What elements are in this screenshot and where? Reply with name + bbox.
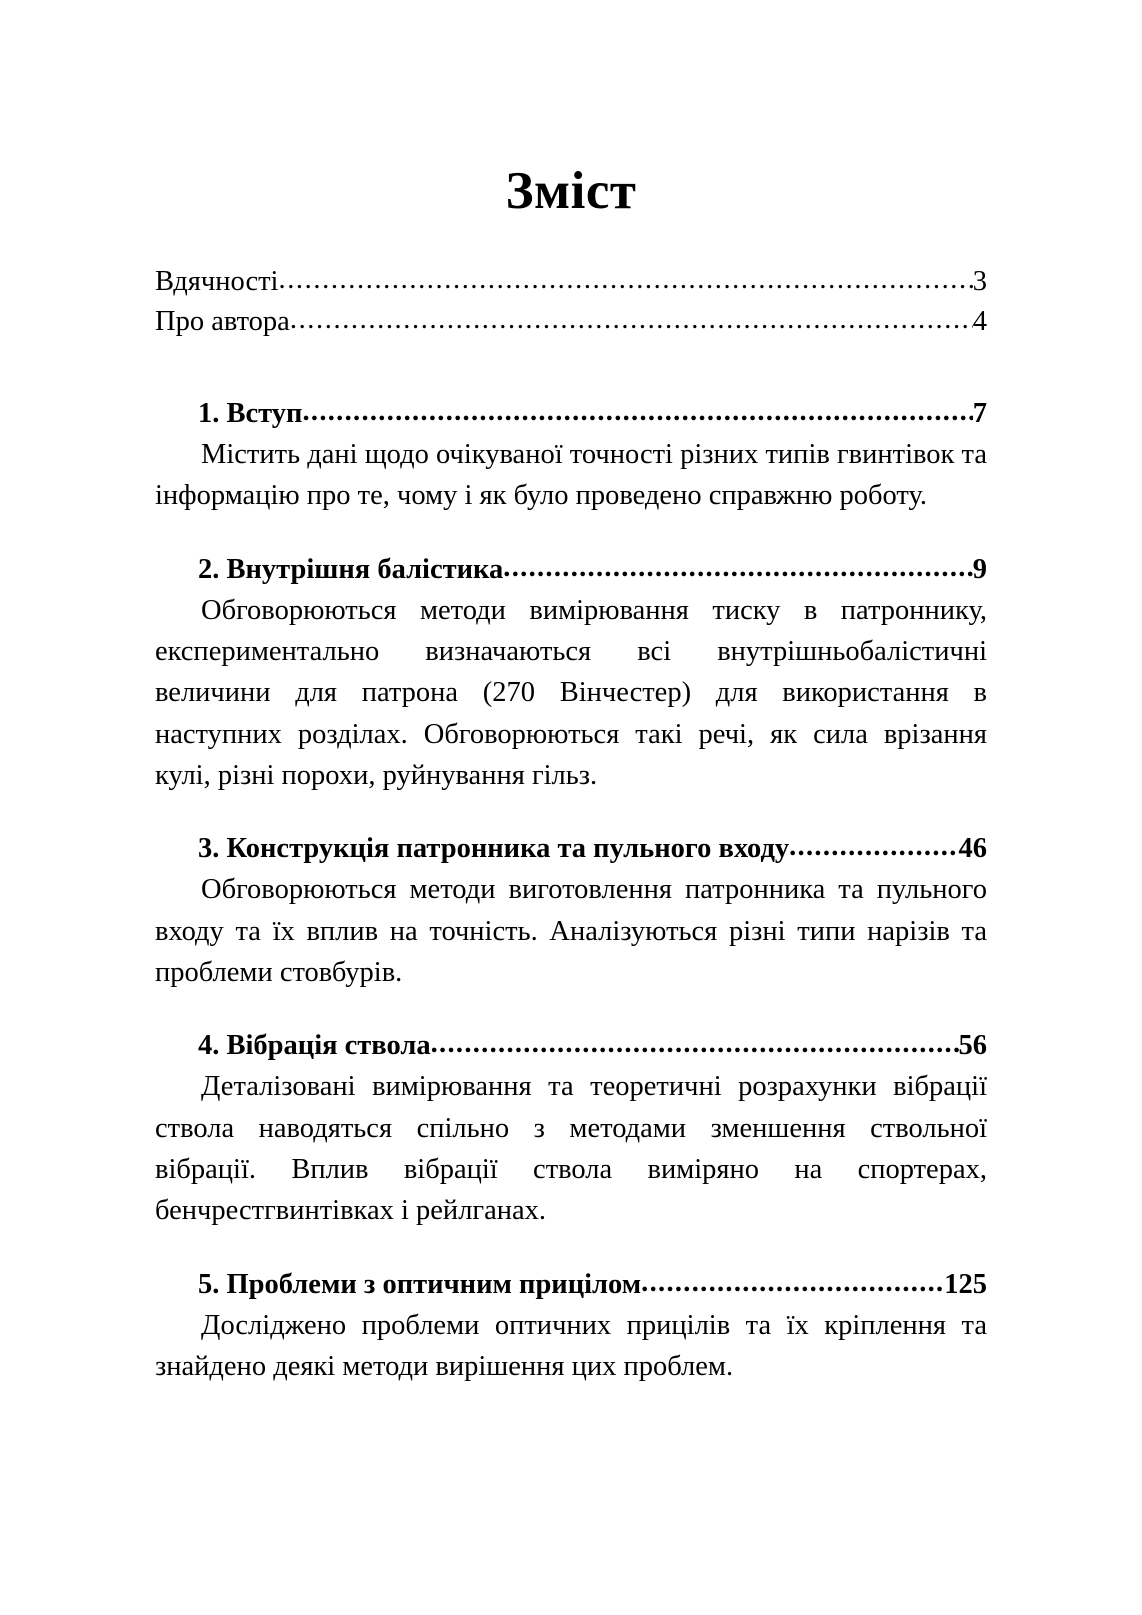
toc-chapter-2 [155, 551, 987, 797]
dot-leader [278, 260, 972, 300]
toc-entry-label: Про автора [155, 306, 290, 338]
toc-entry-acknowledgements[interactable] [155, 262, 987, 302]
toc-chapter-heading-3[interactable] [155, 830, 987, 867]
toc-chapter-heading-4[interactable] [155, 1027, 987, 1064]
toc-chapter-title: 2. Внутрішня балістика [198, 553, 504, 585]
dot-leader [789, 828, 958, 865]
table-of-contents [155, 262, 987, 1387]
toc-chapter-title: 3. Конструкція патронника та пульного входу [198, 833, 790, 865]
page-title: Зміст [505, 162, 637, 220]
toc-chapter-5 [155, 1266, 987, 1388]
toc-chapter-description: Обговорюються методи вимірювання тиску в патроннику, експериментально визначаються всі внутрішньобалістичні величини для патрона (270 Вінчестер) для використання в наступних розділах. Обговорюються такі речі, як сила врізання кулі, різні порохи, руйнування гільз. [155, 594, 987, 791]
toc-chapter-3 [155, 830, 987, 993]
dot-leader [431, 1025, 959, 1062]
dot-leader [641, 1264, 944, 1301]
toc-chapter-title: 4. Вібрація ствола [198, 1030, 431, 1062]
toc-chapter-page: 9 [972, 553, 987, 585]
dot-leader [302, 393, 972, 430]
toc-chapter-page: 125 [944, 1268, 987, 1300]
toc-chapter-description: Обговорюються методи виготовлення патронника та пульного входу та їх вплив на точність. Аналізуються різні типи нарізів та проблеми стовбурів. [155, 874, 987, 988]
toc-chapter-heading-1[interactable] [155, 395, 987, 432]
toc-entry-page: 4 [972, 306, 987, 338]
toc-chapter-description: Деталізовані вимірювання та теоретичні розрахунки вібрації ствола наводяться спільно з методами зменшення ствольної вібрації. Вплив вібрації ствола виміряно на спортерах, бенчрестгвинтівках і рейлганах. [155, 1071, 987, 1227]
toc-chapter-4 [155, 1027, 987, 1231]
dot-leader [503, 549, 972, 586]
toc-chapter-page: 46 [958, 833, 987, 865]
toc-chapter-1 [155, 395, 987, 517]
toc-chapter-page: 7 [972, 397, 987, 429]
dot-leader [290, 300, 973, 340]
toc-chapter-heading-2[interactable] [155, 551, 987, 588]
toc-entry-page: 3 [972, 266, 987, 297]
toc-chapter-page: 56 [958, 1030, 987, 1062]
section-spacer [155, 343, 987, 361]
toc-entry-label: Вдячності [155, 266, 279, 297]
toc-chapter-description: Містить дані щодо очікуваної точності різних типів гвинтівок та інформацію про те, чому і як було проведено справжню роботу. [155, 438, 987, 512]
toc-chapter-title: 5. Проблеми з оптичним прицілом [198, 1268, 642, 1300]
toc-chapter-description: Досліджено проблеми оптичних прицілів та їх кріплення та знайдено деякі методи вирішення цих проблем. [155, 1309, 987, 1382]
toc-chapter-heading-5[interactable] [155, 1266, 987, 1303]
toc-entry-about-author[interactable] [155, 302, 987, 342]
toc-chapter-title: 1. Вступ [198, 397, 303, 429]
